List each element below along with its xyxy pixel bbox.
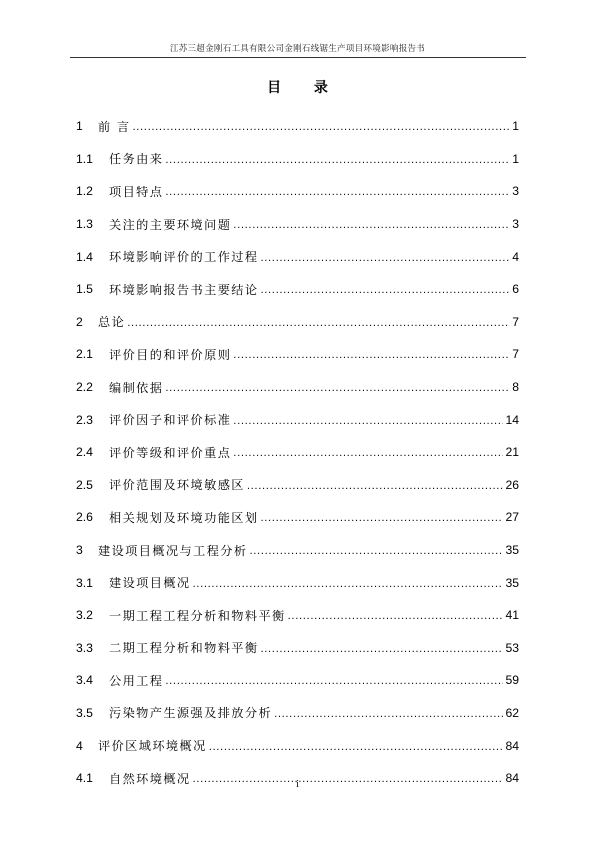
toc-entry[interactable] (76, 664, 519, 697)
toc-entry[interactable] (76, 240, 519, 273)
toc-entry-number: 2.1 (76, 347, 93, 362)
toc-entry[interactable] (76, 273, 519, 306)
toc-entry-label: 项目特点 (109, 184, 164, 199)
toc-entry-label: 任务由来 (109, 152, 164, 167)
toc-entry-number: 1.3 (76, 217, 93, 232)
toc-dot-leader (247, 482, 504, 492)
toc-entry-page: 26 (505, 477, 519, 492)
toc-dot-leader (165, 188, 510, 198)
header-divider (70, 57, 526, 58)
page-number: i (296, 779, 299, 790)
toc-entry-page: 8 (512, 380, 519, 395)
toc-dot-leader (274, 710, 503, 720)
toc-entry-page: 84 (505, 771, 519, 786)
toc-dot-leader (233, 449, 503, 459)
toc-entry-page: 84 (505, 738, 519, 753)
toc-entry-page: 1 (512, 119, 519, 134)
toc-entry-page: 1 (512, 151, 519, 166)
toc-entry[interactable] (76, 110, 519, 143)
toc-entry[interactable] (76, 729, 519, 762)
toc-dot-leader (260, 286, 510, 296)
toc-entry[interactable] (76, 599, 519, 632)
toc-dot-leader (233, 351, 510, 361)
toc-entry[interactable] (76, 469, 519, 502)
toc-entry-page: 14 (505, 412, 519, 427)
toc-entry-number: 3.3 (76, 640, 93, 655)
toc-entry-label: 公用工程 (109, 673, 164, 688)
toc-title: 目 录 (267, 80, 342, 96)
toc-entry-label: 建设项目概况 (109, 576, 191, 591)
table-of-contents (76, 110, 519, 794)
toc-entry-page: 35 (505, 543, 519, 558)
toc-entry-label: 总论 (98, 315, 126, 330)
toc-entry-number: 2.6 (76, 510, 93, 525)
toc-entry[interactable] (76, 175, 519, 208)
toc-entry-label: 前 言 (98, 119, 131, 134)
toc-entry-page: 41 (505, 608, 519, 623)
running-header: 江苏三超金刚石工具有限公司金刚石线锯生产项目环境影响报告书 (169, 44, 426, 54)
toc-entry-number: 3.5 (76, 705, 93, 720)
toc-entry-label: 相关规划及环境功能区划 (109, 510, 259, 525)
toc-entry-label: 评价区域环境概况 (98, 739, 207, 754)
toc-entry-label: 建设项目概况与工程分析 (98, 543, 248, 558)
toc-entry-label: 评价范围及环境敏感区 (109, 478, 245, 493)
toc-dot-leader (260, 254, 510, 264)
toc-entry-page: 21 (505, 445, 519, 460)
toc-entry-page: 3 (512, 184, 519, 199)
toc-entry[interactable] (76, 632, 519, 665)
toc-entry-label: 污染物产生源强及排放分析 (109, 706, 273, 721)
toc-entry[interactable] (76, 403, 519, 436)
toc-entry[interactable] (76, 208, 519, 241)
toc-entry-number: 2.4 (76, 445, 93, 460)
toc-dot-leader (132, 123, 510, 133)
toc-entry-number: 3.2 (76, 608, 93, 623)
toc-entry-number: 3.4 (76, 673, 93, 688)
toc-entry-page: 53 (505, 640, 519, 655)
toc-entry-number: 3 (76, 543, 83, 558)
toc-entry-page: 7 (512, 347, 519, 362)
toc-entry-label: 评价因子和评价标准 (109, 413, 232, 428)
toc-entry-page: 6 (512, 282, 519, 297)
toc-dot-leader (260, 514, 503, 524)
toc-entry-number: 4.1 (76, 771, 93, 786)
toc-entry-label: 编制依据 (109, 380, 164, 395)
toc-entry-page: 7 (512, 314, 519, 329)
toc-entry-label: 评价目的和评价原则 (109, 347, 232, 362)
toc-dot-leader (165, 384, 510, 394)
toc-dot-leader (249, 547, 503, 557)
toc-entry[interactable] (76, 566, 519, 599)
toc-entry-page: 35 (505, 575, 519, 590)
toc-entry-label: 环境影响评价的工作过程 (109, 250, 259, 265)
toc-entry[interactable] (76, 371, 519, 404)
toc-entry-number: 2.2 (76, 380, 93, 395)
toc-entry-label: 关注的主要环境问题 (109, 217, 232, 232)
toc-entry[interactable] (76, 338, 519, 371)
toc-entry-label: 评价等级和评价重点 (109, 445, 232, 460)
toc-entry-label: 二期工程分析和物料平衡 (109, 641, 259, 656)
toc-entry-number: 2.5 (76, 477, 93, 492)
toc-entry-number: 3.1 (76, 575, 93, 590)
toc-entry-number: 2 (76, 314, 83, 329)
toc-entry-number: 1.5 (76, 282, 93, 297)
toc-entry[interactable] (76, 306, 519, 339)
toc-dot-leader (127, 319, 510, 329)
toc-entry[interactable] (76, 501, 519, 534)
toc-entry[interactable] (76, 143, 519, 176)
toc-entry[interactable] (76, 697, 519, 730)
toc-entry-page: 62 (505, 705, 519, 720)
toc-entry-number: 1 (76, 119, 83, 134)
toc-entry-number: 4 (76, 738, 83, 753)
toc-entry-number: 2.3 (76, 412, 93, 427)
toc-entry-page: 4 (512, 249, 519, 264)
toc-entry-page: 3 (512, 217, 519, 232)
toc-entry-page: 59 (505, 673, 519, 688)
toc-dot-leader (233, 417, 503, 427)
toc-dot-leader (260, 645, 503, 655)
toc-entry-page: 27 (505, 510, 519, 525)
toc-entry-label: 自然环境概况 (109, 771, 191, 786)
toc-entry-number: 1.1 (76, 151, 93, 166)
toc-entry-label: 一期工程工程分析和物料平衡 (109, 608, 286, 623)
toc-dot-leader (165, 156, 510, 166)
toc-entry[interactable] (76, 436, 519, 469)
toc-entry-label: 环境影响报告书主要结论 (109, 282, 259, 297)
toc-dot-leader (193, 580, 504, 590)
toc-dot-leader (233, 221, 510, 231)
toc-entry-number: 1.4 (76, 249, 93, 264)
toc-entry[interactable] (76, 534, 519, 567)
toc-dot-leader (165, 677, 503, 687)
toc-entry-number: 1.2 (76, 184, 93, 199)
toc-dot-leader (288, 612, 504, 622)
toc-dot-leader (209, 743, 504, 753)
